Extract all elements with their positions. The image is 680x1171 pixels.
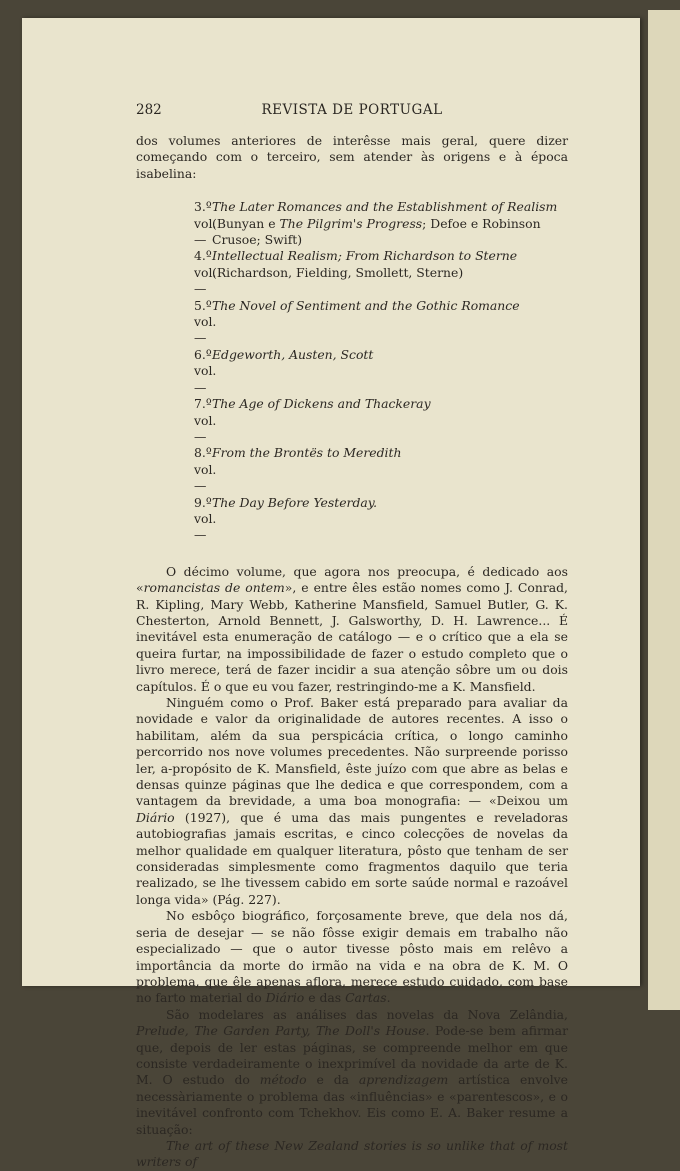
paragraph-biography: No esbôço biográfico, forçosamente breve, que dela nos dá, seria de desejar — se não fôsse exigir demais em trabalho não especializado — que o autor tivesse pôsto mais em relêvo a importância da morte do irmão na vida e na obra de K. M. O problema, que êle apenas aflora, merece estudo cuidado, com base no farto material do Diário e das Cartas. (136, 908, 568, 1006)
page-number: 282 (136, 102, 162, 118)
volume-item: 3.º vol. — The Later Romances and the Establishment of Realism (Bunyan e The Pilgrim's Progress; Defoe e Robinson Crusoe; Swift) (194, 199, 558, 248)
paragraph-volume-ten: O décimo volume, que agora nos preocupa, é dedicado aos «romancistas de ontem», e entre êles estão nomes como J. Conrad, R. Kipling, Mary Webb, Katherine Mansfield, Samuel Butler, G. K. Chesterton, Arnold Bennett, J. Galsworthy, D. H. Lawrence... É inevitável esta enumeração de catálogo — e o crítico que a ela se queira furtar, na impossibilidade de fazer o estudo completo que o livro merece, terá de fazer incidir a sua atenção sôbre um ou dois capítulos. É o que eu vou fazer, restringindo-me a K. Mansfield. (136, 563, 568, 694)
paragraph-quote-start: The art of these New Zealand stories is so unlike that of most writers of (136, 1137, 568, 1170)
volume-item: 8.º vol. — From the Brontës to Meredith (194, 445, 402, 494)
volume-item: 6.º vol. — Edgeworth, Austen, Scott (194, 346, 374, 395)
page-body (136, 133, 568, 1171)
intro-paragraph: dos volumes anteriores de interêsse mais geral, quere dizer começando com o terceiro, sem atender às origens e à época isabelina: (136, 133, 568, 181)
volume-item: 4.º vol. — Intellectual Realism; From Richardson to Sterne (Richardson, Fielding, Smollett, Sterne) (194, 248, 518, 297)
volume-item: 7.º vol. — The Age of Dickens and Thackeray (194, 396, 431, 444)
paragraph-analyses: São modelares as análises das novelas da Nova Zelândia, Prelude, The Garden Party, The Doll's House. Pode-se bem afirmar que, depois de ler estas páginas, se compreende melhor em que consiste verdadeiramente o inexprimível da novidade da arte de K. M. O estudo do método e da aprendizagem artística envolve necessàriamente o problema das «influências» e «parentescos», e o inevitável confronto com Tchekhov. Eis como E. A. Baker resume a situação: (136, 1006, 569, 1137)
adjacent-page-edge (648, 10, 680, 1010)
paragraph-baker: Ninguém como o Prof. Baker está preparado para avaliar da novidade e valor da originalidade de autores recentes. A isso o habilitam, além da sua perspicácia crítica, o longo caminho percorrido nos nove volumes precedentes. Não surpreende porisso ler, a-propósito de K. Mansfield, êste juízo com que abre as belas e densas quinze páginas que lhe dedica e que correspondem, com a vantagem da brevidade, a uma boa monografia: — «Deixou um Diário (1927), que é uma das mais pungentes e reveladoras autobiografias jamais escritas, e cinco colecções de novelas da melhor qualidade em qualquer literatura, pôsto que tenham de ser consideradas simplesmente como fragmentos daquilo que teria realizado, se lhe tivessem cabido em sorte saúde normal e razoável longa vida» (Pág. 227). (136, 695, 568, 907)
volume-item: 5.º vol. — The Novel of Sentiment and the Gothic Romance (194, 297, 520, 346)
volume-item: 9.º vol. — The Day Before Yesterday. (194, 494, 378, 543)
volume-list (136, 199, 568, 544)
running-title: REVISTA DE PORTUGAL (261, 102, 443, 118)
